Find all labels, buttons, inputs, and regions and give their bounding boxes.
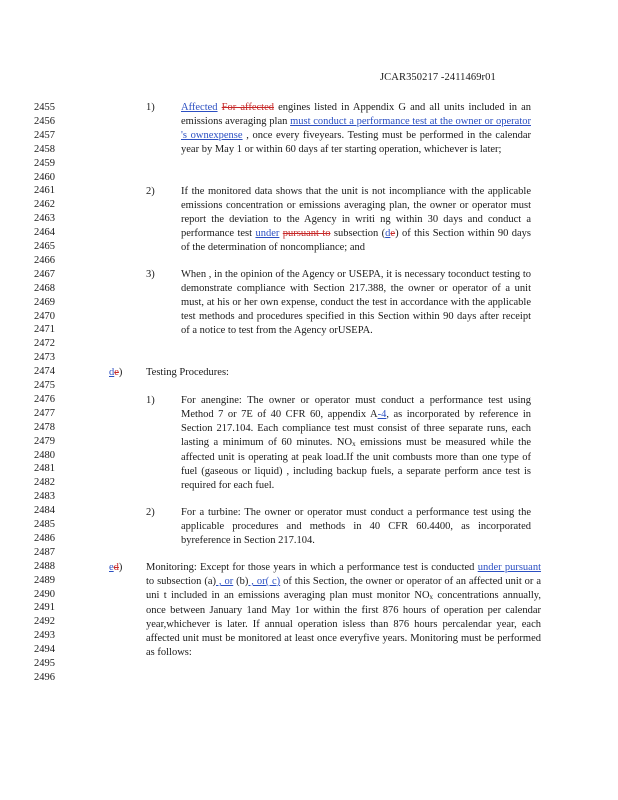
inserted-text: d: [109, 367, 115, 378]
line-number: 2470: [34, 310, 55, 322]
body-text: , once every fiveyears. Testing must be performed in the calendar year by May 1 or within 60 days af ter starting operation, whichever is later;: [181, 130, 531, 155]
body-text: concentrations annually, once between January 1and May 1or within the first 876 hours of operation per calendar year,whichever is later. If annual operation isless than 876 hours percalendar year, each affected unit must be monitored at least once everyfive years. Monitoring must be performed as follows:: [146, 590, 542, 658]
body-text: emissions must be measured while the affected unit is operating at peak load.If the unit combusts more than one type of fuel (gaseous or liquid) , including backup fuels, a separate perform ance test is required for each fuel.: [181, 437, 532, 491]
item-label-3: 3): [146, 269, 155, 280]
line-number: 2478: [34, 421, 55, 433]
body-text: ): [118, 367, 123, 378]
body-text: (b): [233, 576, 249, 587]
line-number: 2475: [34, 380, 55, 391]
body-text: For anengine: The owner or operator must conduct a performance test using Method 7 or 7E of 40 CFR 60, appendix A: [181, 395, 531, 420]
inserted-text: e: [109, 562, 114, 573]
line-number: 2488: [34, 560, 55, 572]
inserted-text: under: [255, 228, 280, 239]
line-number: 2474: [34, 366, 55, 378]
inserted-text: Affected: [181, 102, 218, 113]
deleted-text: d: [113, 562, 119, 573]
item-label-2: 2): [146, 186, 155, 197]
deleted-text: e: [114, 367, 119, 378]
subsection-label-d: [109, 366, 122, 380]
line-number: 2465: [34, 241, 55, 252]
line-number: 2491: [34, 602, 55, 614]
body-text: , as incorporated by reference in Section 217.104. Each compliance test must consist of three separate runs, each lasting a minimum of 60 minutes. NO: [181, 409, 531, 448]
paragraph-item-1: [181, 101, 531, 157]
inserted-text: , or( c): [248, 576, 281, 587]
line-number: 2477: [34, 407, 55, 419]
line-number: 2463: [34, 213, 55, 225]
subsection-label-e: [109, 561, 122, 575]
inserted-text: d: [385, 228, 391, 239]
paragraph-turbine-testing: For a turbine: The owner or operator must conduct a performance test using the applicable procedures and methods in 40 CFR 60.4400, as incorporated byreference in Section 217.104.: [181, 507, 531, 546]
line-number: 2490: [34, 588, 55, 600]
line-number: 2466: [34, 254, 55, 266]
inserted-text: -4: [377, 409, 387, 420]
body-text: If the monitored data shows that the unit is not incompliance with the applicable emissions concentration or emissions averaging plan, the owner or operator must report the deviation to the Agency in writi ng within 30 days and conduct a performance test: [181, 186, 531, 239]
line-number: 2482: [34, 477, 55, 489]
line-number: 2462: [34, 199, 55, 211]
inserted-text: must conduct a performance test at the owner or operator 's ownexpense: [181, 116, 531, 141]
line-number: 2476: [34, 393, 55, 405]
body-text: subsection (: [330, 228, 386, 239]
line-number: 2485: [34, 519, 55, 530]
paragraph-item-3: When , in the opinion of the Agency or USEPA, it is necessary toconduct testing to demonstrate compliance with Section 217.388, the owner or operator of a unit must, at his or her own expense, conduct the test in accordance with the applicable test methods and procedures specified in this Section within 90 days after receipt of a notice to test from the Agency orUSEPA.: [181, 269, 531, 336]
line-number: 2469: [34, 296, 55, 308]
line-number: 2495: [34, 658, 55, 669]
line-number: 2467: [34, 268, 55, 280]
paragraph-engine-testing: [181, 394, 531, 493]
line-number: 2458: [34, 143, 55, 155]
document-header: JCAR350217 -2411469r01: [380, 72, 496, 83]
line-number: 2496: [34, 671, 55, 683]
line-number: 2468: [34, 282, 55, 294]
line-number: 2472: [34, 338, 55, 350]
line-number: 2494: [34, 644, 55, 656]
paragraph-monitoring: [146, 561, 541, 660]
line-number: 2481: [34, 463, 55, 475]
line-number: 2489: [34, 574, 55, 586]
item-label-d1: 1): [146, 395, 155, 406]
line-number: 2464: [34, 227, 55, 239]
line-number: 2471: [34, 324, 55, 336]
subsection-heading-testing-procedures: Testing Procedures:: [146, 367, 229, 378]
body-text: ) of this Section within 90 days of the determination of noncompliance; and: [181, 228, 531, 253]
line-number: 2484: [34, 505, 55, 517]
line-number: 2492: [34, 616, 55, 628]
line-number: 2461: [34, 185, 55, 197]
line-number: 2493: [34, 630, 55, 642]
inserted-text: under pursuant: [477, 562, 542, 573]
deleted-text: For affected: [221, 102, 274, 113]
deleted-text: pursuant to: [282, 228, 331, 239]
line-number: 2486: [34, 532, 55, 544]
item-label-1: 1): [146, 102, 155, 113]
subscript: x: [352, 440, 356, 448]
line-number: 2456: [34, 115, 55, 127]
body-text: ): [118, 562, 123, 573]
inserted-text: , or: [216, 576, 234, 587]
line-number: 2483: [34, 491, 55, 503]
line-number: 2455: [34, 102, 55, 113]
line-number: 2487: [34, 546, 55, 558]
body-text: engines listed in Appendix G and all units included in an emissions averaging plan: [181, 102, 532, 127]
paragraph-item-2: [181, 185, 531, 255]
line-number: 2480: [34, 449, 55, 461]
line-number: 2473: [34, 352, 55, 364]
line-number: 2460: [34, 171, 55, 183]
body-text: Monitoring: Except for those years in which a performance test is conducted: [146, 562, 478, 573]
line-number: 2459: [34, 157, 55, 169]
subscript: x: [429, 593, 434, 601]
deleted-text: e: [390, 228, 396, 239]
line-number: 2457: [34, 129, 55, 141]
item-label-d2: 2): [146, 507, 155, 518]
line-number: 2479: [34, 435, 55, 447]
body-text: to subsection (a): [146, 576, 216, 587]
body-text: of this Section, the owner or operator of an affected unit or a uni t included in an emissions averaging plan must monitor NO: [146, 576, 542, 601]
